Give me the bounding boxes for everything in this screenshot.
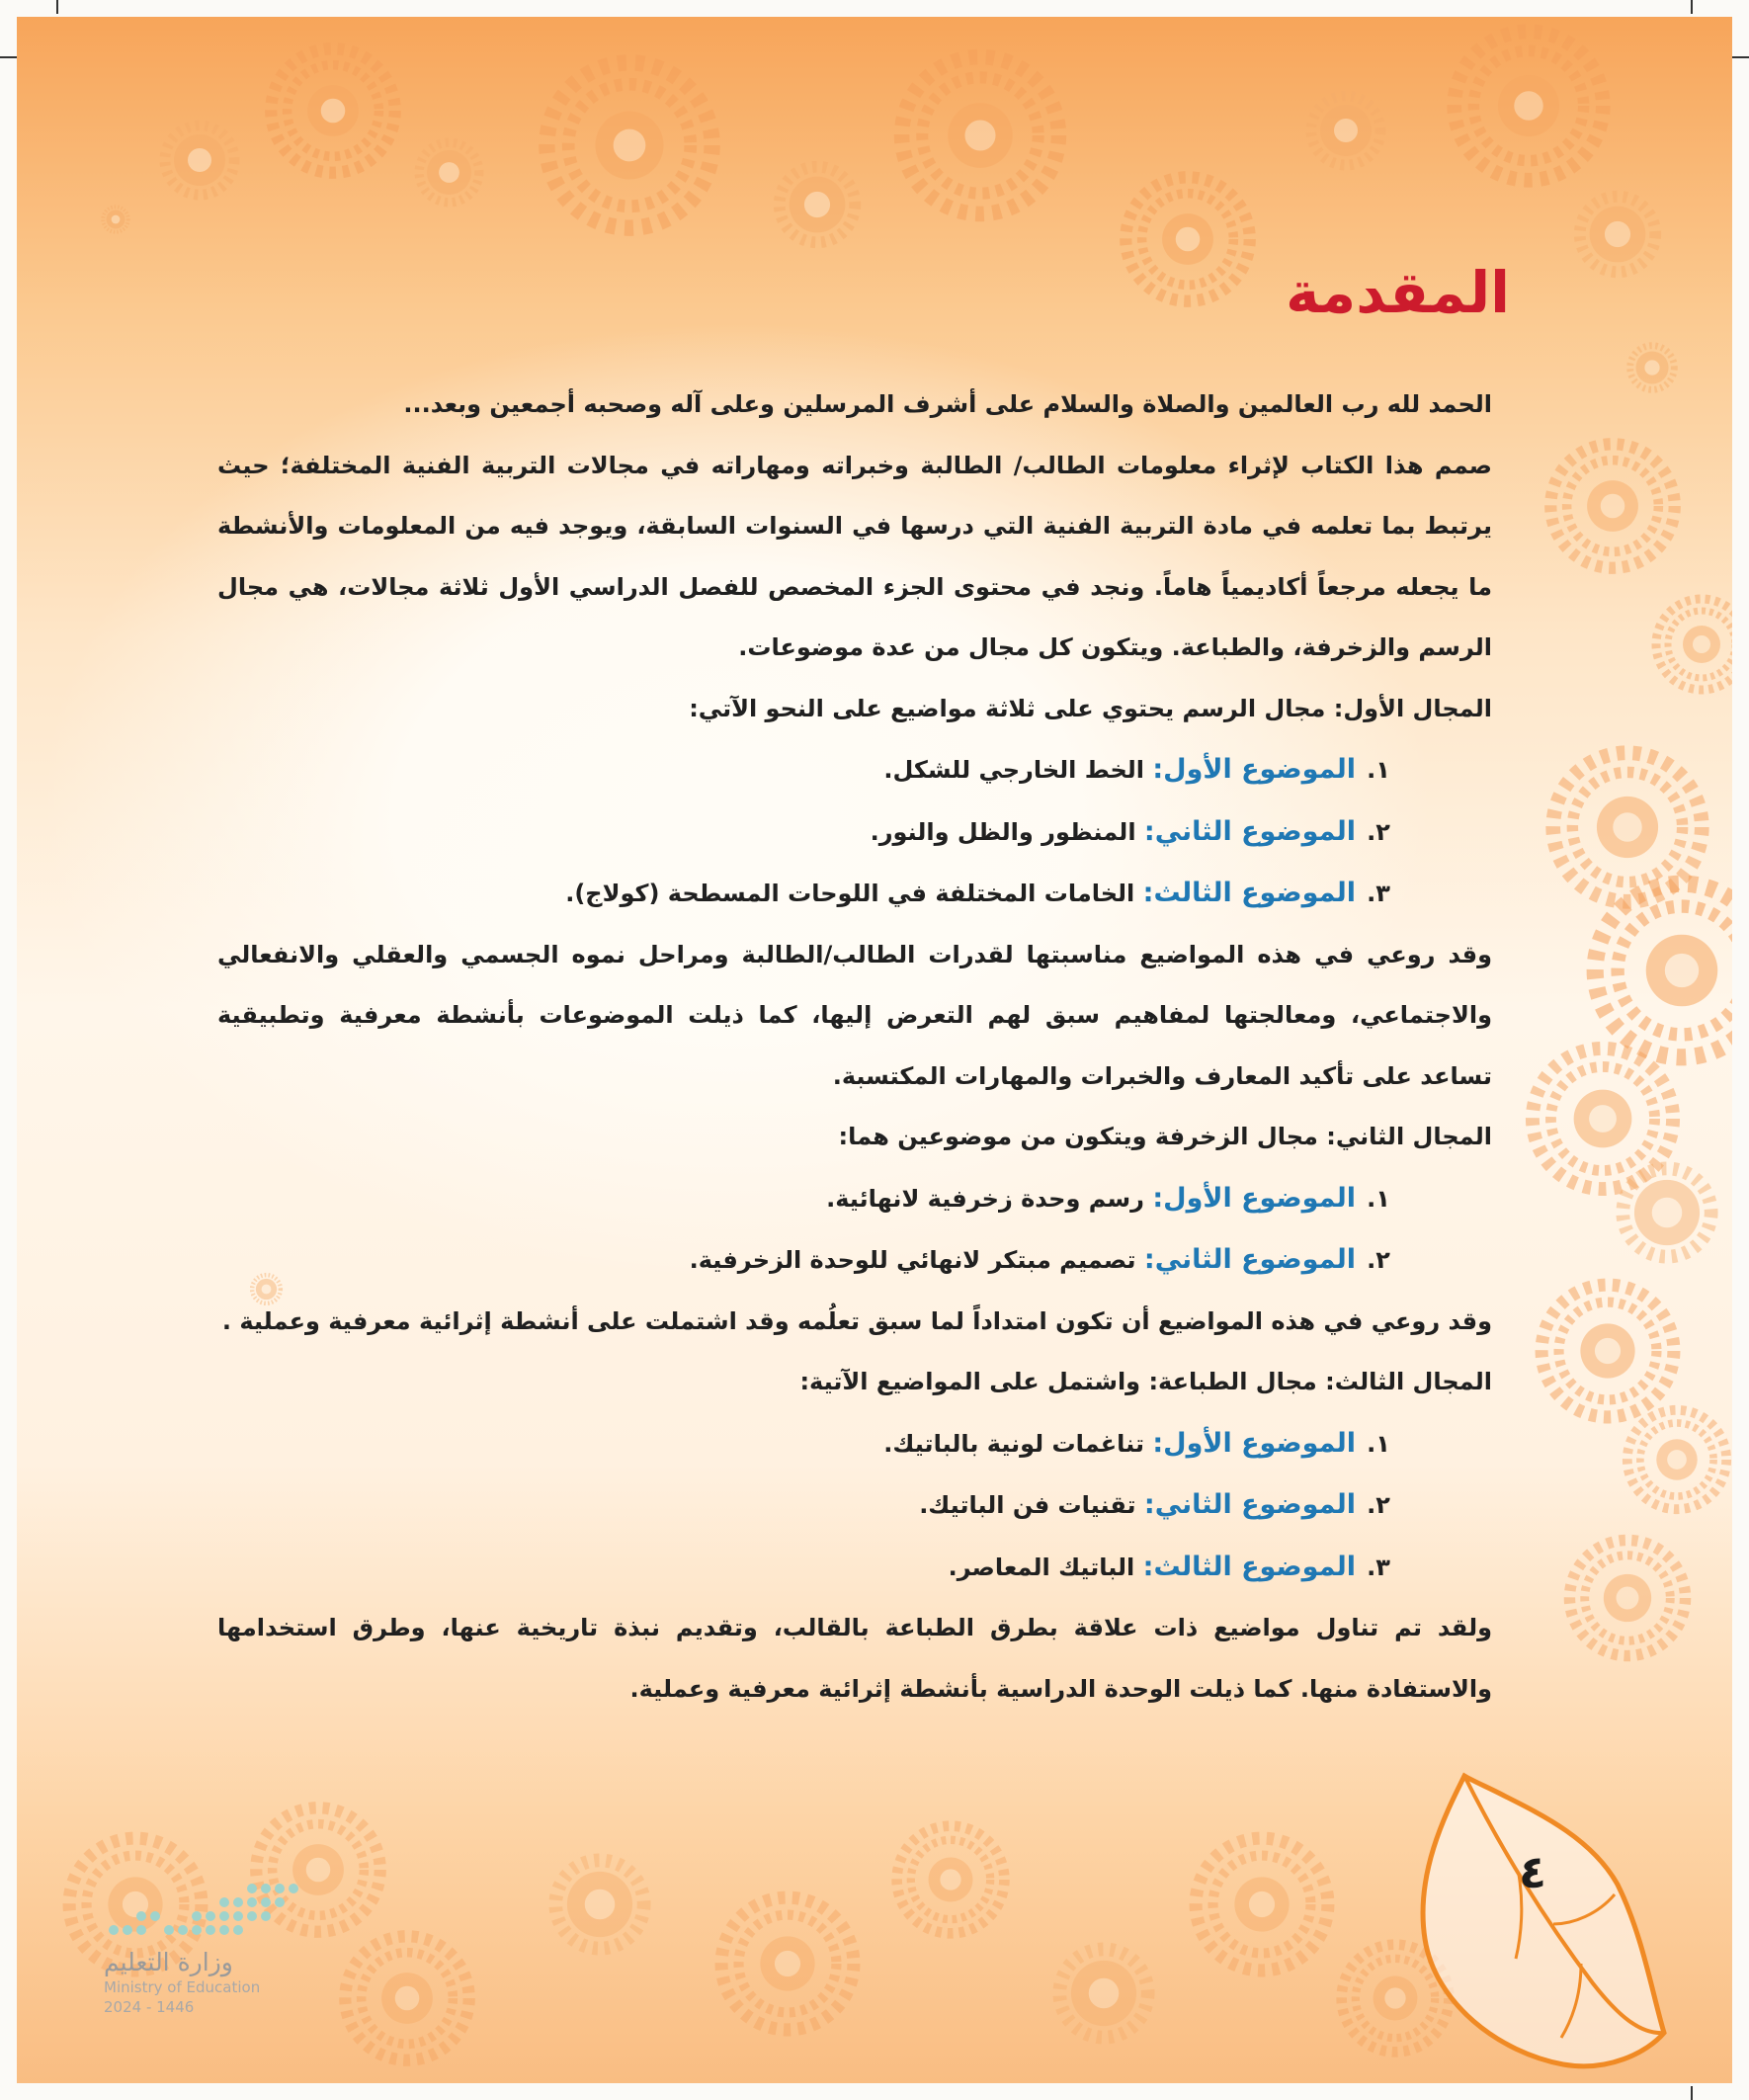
field1-note: وقد روعي في هذه المواضيع مناسبتها لقدرات الطالب/الطالبة ومراحل نموه الجسمي والعقلي والانفعالي والاجتماعي، ومعالجتها لمفاهيم سبق لهم التعرض إليها، كما ذيلت الموضوعات بأنشطة معرفية وتطبيقية تساعد على تأكيد المعارف والخبرات والمهارات المكتسبة. [217,940,1492,1090]
floral-motif [531,1835,669,1974]
leaf-icon [1405,1756,1672,2082]
floral-motif [145,106,254,214]
floral-motif [1440,17,1618,195]
list-item: ٣.الموضوع الثالث: الخامات المختلفة في اللوحات المسطحة (كولاج). [565,878,1390,908]
introduction-body [217,375,1492,1720]
floral-motif [1183,1825,1341,1983]
floral-motif [708,1885,867,2043]
floral-motif [402,126,496,219]
floral-motif [96,200,135,239]
ministry-name-en: Ministry of Education [104,1978,261,1996]
floral-motif [1618,1400,1732,1519]
floral-motif [1558,1529,1697,1667]
floral-motif [886,42,1074,229]
topic-label: الموضوع الأول: [1152,1427,1356,1459]
floral-motif [1647,590,1732,699]
floral-motif [1035,1924,1173,2062]
topic-label: الموضوع الثالث: [1142,878,1356,908]
list-item: ١.الموضوع الأول: رسم وحدة زخرفية لانهائية. [826,1182,1390,1214]
floral-motif [1598,1143,1732,1282]
floral-motif [1291,76,1400,185]
floral-motif [259,37,407,185]
list-item: ١.الموضوع الأول: تناغمات لونية بالباتيك. [883,1427,1390,1459]
opening-paragraph: الحمد لله رب العالمين والصلاة والسلام على أشرف المرسلين وعلى آله وصحبه أجمعين وبعد... [403,390,1492,418]
page [17,17,1732,2083]
closing-paragraph: ولقد تم تناول مواضيع ذات علاقة بطرق الطباعة بالقالب، وتقديم نبذة تاريخية عنها، وطرق استخدامها والاستفادة منها. كما ذيلت الوحدة الدراسية بأنشطة إثرائية معرفية وعملية. [217,1614,1492,1703]
floral-motif [1539,432,1687,580]
ministry-emblem-icon [104,1877,301,1946]
topic-label: الموضوع الثاني: [1143,1489,1356,1520]
ministry-year: 2024 - 1446 [104,1998,195,2016]
floral-motif [886,1815,1015,1944]
crop-mark [1691,0,1693,14]
field2-intro: المجال الثاني: مجال الزخرفة ويتكون من موضوعين هما: [838,1123,1492,1150]
topic-label: الموضوع الأول: [1152,1182,1356,1214]
page-number: ٤ [1518,1845,1547,1898]
field3-intro: المجال الثالث: مجال الطباعة: واشتمل على المواضيع الآتية: [799,1368,1492,1395]
list-item: ٢.الموضوع الثاني: تصميم مبتكر لانهائي للوحدة الزخرفية. [689,1244,1390,1275]
page-title: المقدمة [1286,259,1510,326]
floral-motif [1618,333,1687,402]
topic-label: الموضوع الأول: [1152,754,1356,785]
floral-motif [1558,175,1677,294]
crop-mark [1691,2086,1693,2100]
floral-motif [333,1924,481,2072]
topic-label: الموضوع الثالث: [1142,1551,1356,1582]
list-item: ٢.الموضوع الثاني: تقنيات فن الباتيك. [919,1489,1390,1520]
field1-intro: المجال الأول: مجال الرسم يحتوي على ثلاثة مواضيع على النحو الآتي: [689,694,1492,722]
crop-mark [56,0,58,14]
topic-label: الموضوع الثاني: [1143,1244,1356,1275]
intro-paragraph: صمم هذا الكتاب لإثراء معلومات الطالب/ الطالبة وخبراته ومهاراته في مجالات التربية الفنية المختلفة؛ حيث يرتبط بما تعلمه في مادة التربية الفنية التي درسها في السنوات السابقة، ويوجد فيه من المعلومات والأنشطة ما يجعله مرجعاً أكاديمياً هاماً. ونجد في محتوى الجزء المخصص للفصل الدراسي الأول ثلاثة مجالات، هي مجال الرسم والزخرفة، والطباعة. ويتكون كل مجال من عدة موضوعات. [217,451,1492,661]
floral-motif [1114,165,1262,313]
field2-note: وقد روعي في هذه المواضيع أن تكون امتداداً لما سبق تعلُمه وقد اشتملت على أنشطة إثرائية معرفية وعملية . [221,1306,1492,1335]
ministry-name-ar: وزارة التعليم [104,1948,233,1976]
ministry-logo [104,1877,301,2016]
floral-motif [758,145,876,264]
topic-label: الموضوع الثاني: [1143,815,1356,847]
floral-motif [531,46,728,244]
list-item: ١.الموضوع الأول: الخط الخارجي للشكل. [883,754,1390,785]
list-item: ٢.الموضوع الثاني: المنظور والظل والنور. [870,815,1390,847]
list-item: ٣.الموضوع الثالث: الباتيك المعاصر. [948,1551,1390,1582]
